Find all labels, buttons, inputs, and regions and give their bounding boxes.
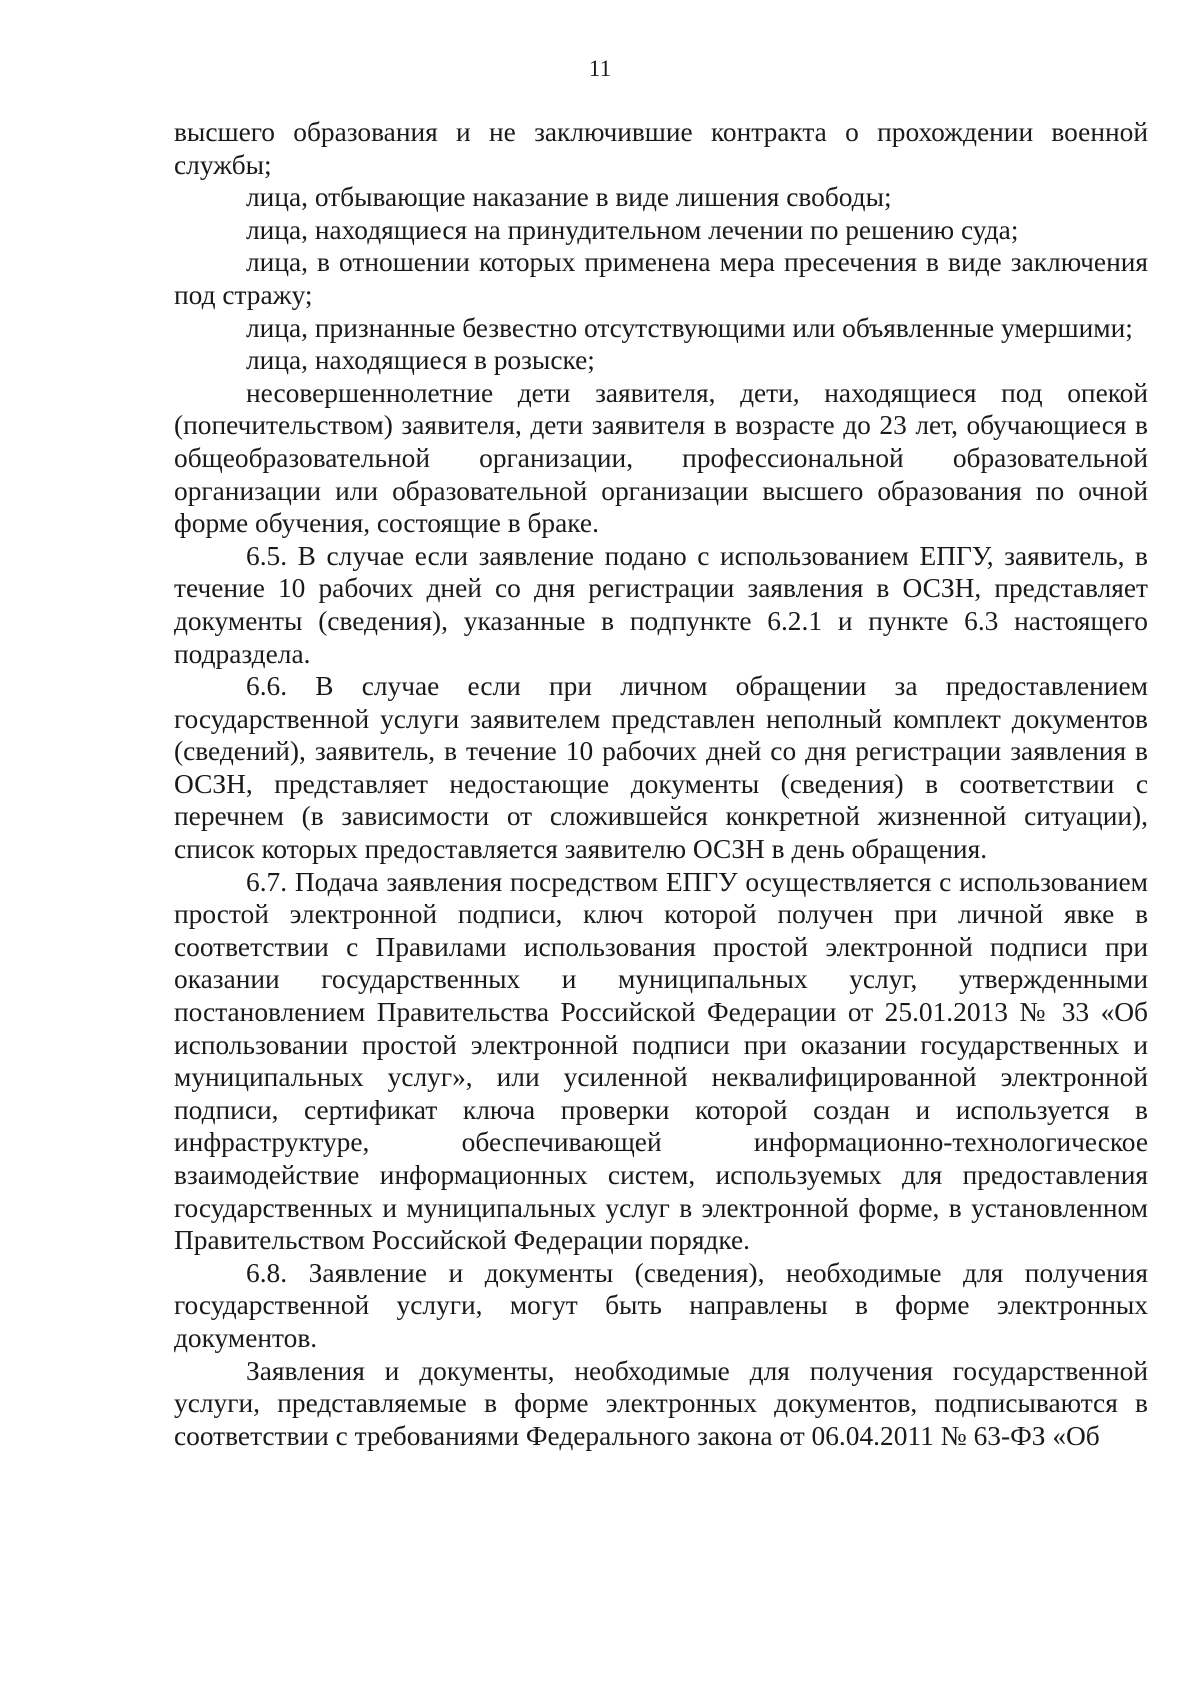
- clause-6-8: 6.8. Заявление и документы (сведения), необходимые для получения государственной услуги, могут быть направлены в форме электронных документов.: [174, 1257, 1148, 1353]
- paragraph: Заявления и документы, необходимые для получения государственной услуги, представляемые в форме электронных документов, подписываются в соответствии с требованиями Федерального закона от 06.04.2011 № 63-ФЗ «Об: [174, 1355, 1148, 1451]
- document-body: [174, 116, 1148, 1452]
- paragraph-continuation: высшего образования и не заключившие контракта о прохождении военной службы;: [174, 117, 1148, 180]
- page-number: 11: [588, 56, 612, 81]
- list-item: лица, находящиеся в розыске;: [246, 345, 595, 376]
- list-item: лица, в отношении которых применена мера пресечения в виде заключения под стражу;: [174, 247, 1148, 310]
- list-item: несовершеннолетние дети заявителя, дети, находящиеся под опекой (попечительством) заявителя, дети заявителя в возрасте до 23 лет, обучающиеся в общеобразовательной организации, профессиональной образовательной организации или образовательной организации высшего образования по очной форме обучения, состоящие в браке.: [174, 377, 1148, 539]
- clause-6-7: 6.7. Подача заявления посредством ЕПГУ осуществляется с использованием простой электронной подписи, ключ которой получен при личной явке в соответствии с Правилами использования простой электронной подписи при оказании государственных и муниципальных услуг, утвержденными постановлением Правительства Российской Федерации от 25.01.2013 № 33 «Об использовании простой электронной подписи при оказании государственных и муниципальных услуг», или усиленной неквалифицированной электронной подписи, сертификат ключа проверки которой создан и используется в инфраструктуре, обеспечивающей информационно-технологическое взаимодействие информационных систем, используемых для предоставления государственных и муниципальных услуг в электронной форме, в установленном Правительством Российской Федерации порядке.: [174, 866, 1148, 1256]
- clause-6-6: 6.6. В случае если при личном обращении за предоставлением государственной услуги заявителем представлен неполный комплект документов (сведений), заявитель, в течение 10 рабочих дней со дня регистрации заявления в ОСЗН, представляет недостающие документы (сведения) в соответствии с перечнем (в зависимости от сложившейся конкретной жизненной ситуации), список которых предоставляется заявителю ОСЗН в день обращения.: [174, 671, 1148, 865]
- list-item: лица, признанные безвестно отсутствующими или объявленные умершими;: [246, 312, 1133, 343]
- clause-6-5: 6.5. В случае если заявление подано с использованием ЕПГУ, заявитель, в течение 10 рабочих дней со дня регистрации заявления в ОСЗН, представляет документы (сведения), указанные в подпункте 6.2.1 и пункте 6.3 настоящего подраздела.: [174, 540, 1148, 669]
- list-item: лица, отбывающие наказание в виде лишения свободы;: [246, 182, 892, 213]
- list-item: лица, находящиеся на принудительном лечении по решению суда;: [246, 214, 1019, 245]
